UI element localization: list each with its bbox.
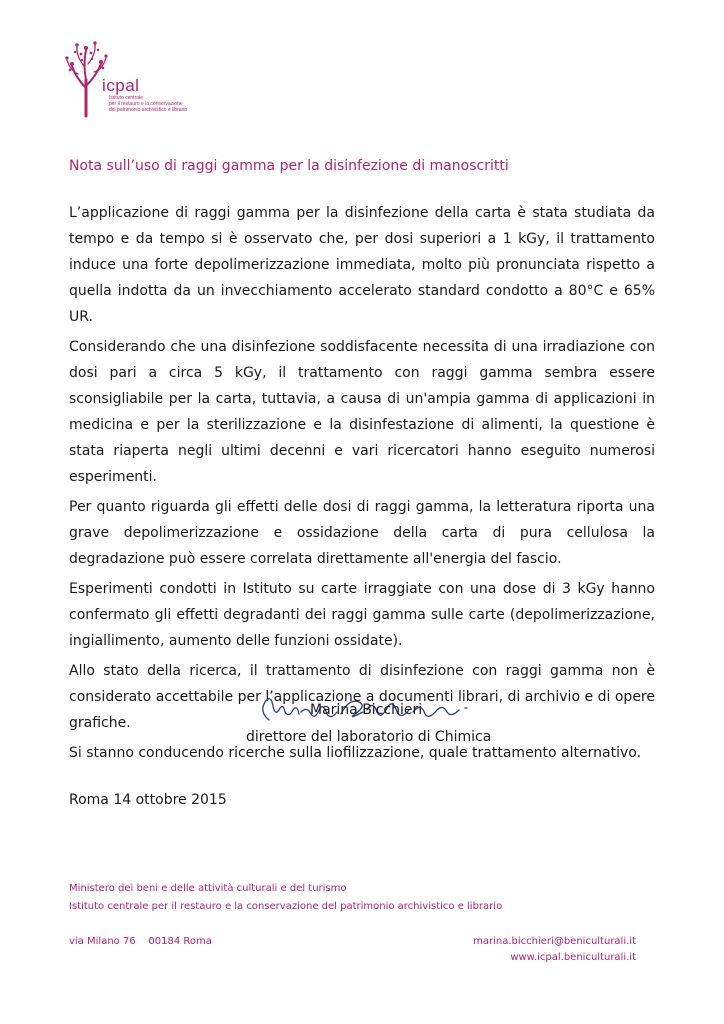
institute-logo (64, 40, 214, 120)
footer-email[interactable]: marina.bicchieri@beniculturali.it (473, 936, 636, 947)
footer-website[interactable]: www.icpal.beniculturali.it (510, 952, 636, 963)
footer-institute: Istituto centrale per il restauro e la conservazione del patrimonio archivistico e librario (69, 901, 503, 912)
signer-role: direttore del laboratorio di Chimica (246, 729, 492, 745)
footer-ministry: Ministero dei beni e delle attività culturali e del turismo (69, 883, 347, 894)
logo-name: icpal (102, 76, 140, 95)
body-paragraph: Esperimenti condotti in Istituto su carte irraggiate con una dose di 3 kGy hanno confermato gli effetti degradanti dei raggi gamma sulle carte (depolimerizzazione, ingiallimento, aumento delle funzioni ossidate). (69, 581, 655, 649)
body-paragraph: Allo stato della ricerca, il trattamento di disinfezione con raggi gamma non è considerato accettabile per l’applicazione a documenti librari, di archivio e di opere grafiche. (69, 663, 655, 731)
logo-subtitle-line: del patrimonio archivistico e librario (109, 107, 188, 113)
document-title: Nota sull’uso di raggi gamma per la disinfezione di manoscritti (69, 158, 509, 174)
footer-address: via Milano 76 00184 Roma (69, 936, 212, 947)
signer-name: Marina Bicchieri (310, 702, 423, 718)
logo-subtitle (109, 95, 219, 113)
document-date: Roma 14 ottobre 2015 (69, 792, 227, 808)
document-body (69, 200, 655, 770)
logo-subtitle-line: per il restauro e la conservazione (109, 101, 183, 107)
body-paragraph: Si stanno conducendo ricerche sulla liofilizzazione, quale trattamento alternativo. (69, 745, 642, 761)
body-paragraph: Considerando che una disinfezione soddisfacente necessita di una irradiazione con dosi pari a circa 5 kGy, il trattamento con raggi gamma sembra essere sconsigliabile per la carta, tuttavia, a causa di un'ampia gamma di applicazioni in medicina e per la sterilizzazione e la disinfestazione di alimenti, la questione è stata riaperta negli ultimi decenni e vari ricercatori hanno eseguito numerosi esperimenti. (69, 339, 655, 485)
body-paragraph: Per quanto riguarda gli effetti delle dosi di raggi gamma, la letteratura riporta una grave depolimerizzazione e ossidazione della carta di pura cellulosa la degradazione può essere correlata direttamente all'energia del fascio. (69, 499, 655, 567)
body-paragraph: L’applicazione di raggi gamma per la disinfezione della carta è stata studiata da tempo e da tempo si è osservato che, per dosi superiori a 1 kGy, il trattamento induce una forte depolimerizzazione immediata, molto più pronunciata rispetto a quella indotta da un invecchiamento accelerato standard condotto a 80°C e 65% UR. (69, 205, 655, 325)
logo-subtitle-line: Istituto centrale (109, 95, 143, 101)
